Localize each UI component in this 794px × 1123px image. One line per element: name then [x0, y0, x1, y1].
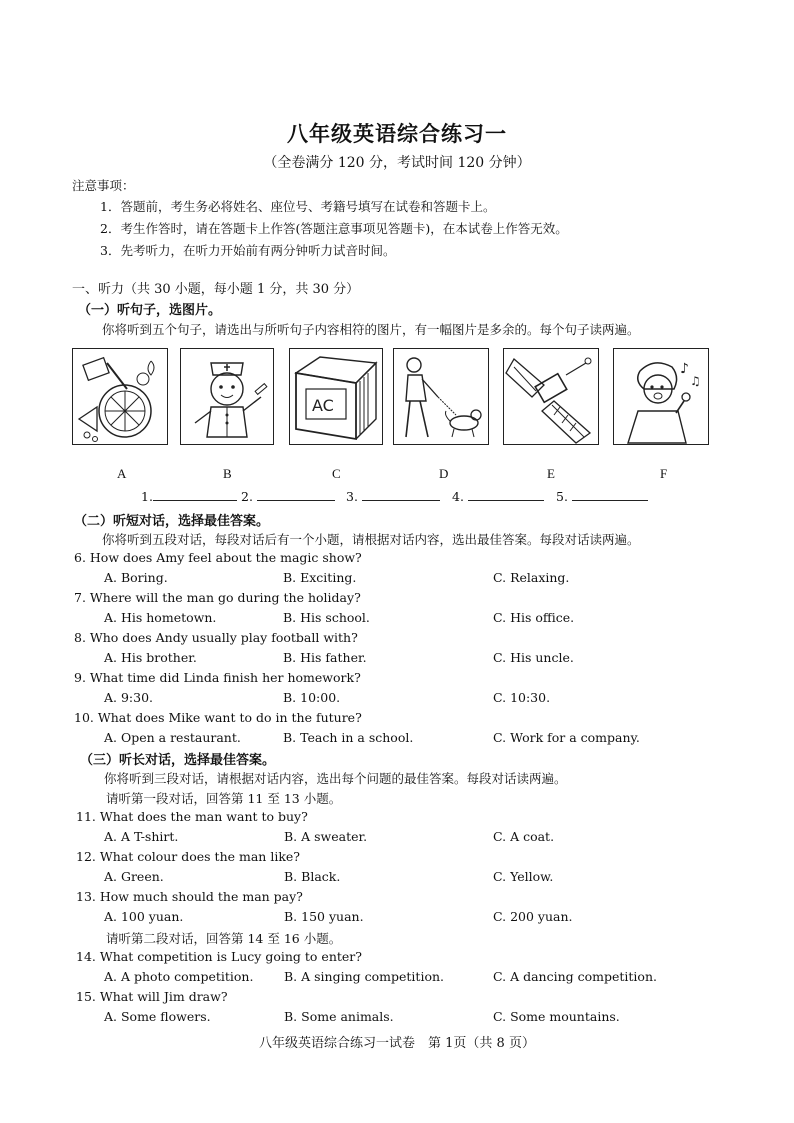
option-b[interactable]: B. Teach in a school. — [283, 730, 414, 745]
picture-e — [503, 348, 599, 445]
question-7: 7. Where will the man go during the holiday? — [74, 590, 361, 605]
question-9: 9. What time did Linda finish her homework? — [74, 670, 361, 685]
picture-letter-e: E — [547, 466, 555, 481]
question-15: 15. What will Jim draw? — [76, 989, 228, 1004]
option-c[interactable]: C. His office. — [493, 610, 575, 625]
option-c[interactable]: C. 10:30. — [493, 690, 551, 705]
part3-heading: （三）听长对话，选择最佳答案。 — [80, 753, 276, 768]
man-walking-dog-icon — [394, 349, 488, 444]
option-c[interactable]: C. Work for a company. — [493, 730, 640, 745]
picture-c — [289, 348, 383, 445]
answer-blank-2[interactable] — [241, 488, 335, 504]
svg-text:♪: ♪ — [680, 361, 689, 377]
book-cover-text: AC — [312, 396, 334, 415]
note-item: 3．先考听力，在听力开始前有两分钟听力试音时间。 — [100, 243, 396, 258]
blank-label: 4. — [452, 489, 464, 504]
blank-label: 5. — [556, 489, 568, 504]
answer-blank-3[interactable] — [346, 488, 440, 504]
option-c[interactable]: C. A dancing competition. — [493, 969, 657, 984]
question-11: 11. What does the man want to buy? — [76, 809, 308, 824]
option-a[interactable]: A. A T-shirt. — [104, 829, 179, 844]
part2-instruction: 你将听到五段对话，每段对话后有一个小题，请根据对话内容，选出最佳答案。每段对话读两遍。 — [102, 532, 640, 547]
option-b[interactable]: B. Black. — [284, 869, 341, 884]
page-title: 八年级英语综合练习一 — [287, 121, 507, 146]
question-8: 8. Who does Andy usually play football with? — [74, 630, 358, 645]
option-a[interactable]: A. Open a restaurant. — [104, 730, 241, 745]
note-item: 2．考生作答时，请在答题卡上作答(答题注意事项见答题卡)，在本试卷上作答无效。 — [100, 221, 568, 236]
option-c[interactable]: C. His uncle. — [493, 650, 574, 665]
section-heading-listening: 一、听力（共 30 小题，每小题 1 分，共 30 分） — [72, 282, 360, 297]
option-c[interactable]: C. Some mountains. — [493, 1009, 620, 1024]
option-a[interactable]: A. 9:30. — [104, 690, 154, 705]
option-b[interactable]: B. His school. — [283, 610, 370, 625]
picture-f — [613, 348, 709, 445]
picture-letter-a: A — [117, 466, 127, 481]
option-c[interactable]: C. Yellow. — [493, 869, 554, 884]
book-icon — [290, 349, 382, 444]
picture-letter-b: B — [223, 466, 232, 481]
option-b[interactable]: B. 10:00. — [283, 690, 341, 705]
blank-label: 3. — [346, 489, 358, 504]
option-b[interactable]: B. Exciting. — [283, 570, 357, 585]
part3-sub-instruction-2: 请听第二段对话，回答第 14 至 16 小题。 — [106, 931, 342, 946]
option-b[interactable]: B. Some animals. — [284, 1009, 394, 1024]
notes-heading: 注意事项： — [72, 178, 135, 193]
blank-label: 2. — [241, 489, 253, 504]
picture-d — [393, 348, 489, 445]
option-a[interactable]: A. 100 yuan. — [104, 909, 184, 924]
question-13: 13. How much should the man pay? — [76, 889, 303, 904]
picture-b — [180, 348, 274, 445]
option-a[interactable]: A. Some flowers. — [104, 1009, 211, 1024]
nurse-icon — [181, 349, 273, 444]
answer-blank-5[interactable] — [556, 488, 648, 504]
part3-sub-instruction-1: 请听第一段对话，回答第 11 至 13 小题。 — [106, 791, 342, 806]
svg-text:♫: ♫ — [690, 374, 701, 388]
option-b[interactable]: B. A singing competition. — [284, 969, 444, 984]
part3-instruction: 你将听到三段对话，请根据对话内容，选出每个问题的最佳答案。每段对话读两遍。 — [104, 771, 567, 786]
picture-letter-f: F — [660, 466, 668, 481]
option-b[interactable]: B. 150 yuan. — [284, 909, 364, 924]
option-a[interactable]: A. Boring. — [104, 570, 168, 585]
satellite-icon — [504, 349, 598, 444]
part1-instruction: 你将听到五个句子，请选出与所听句子内容相符的图片，有一幅图片是多余的。每个句子读两遍。 — [102, 322, 640, 337]
option-c[interactable]: C. 200 yuan. — [493, 909, 573, 924]
part1-heading: （一）听句子，选图片。 — [78, 303, 222, 318]
option-b[interactable]: B. A sweater. — [284, 829, 368, 844]
boy-singing-icon — [614, 349, 708, 444]
option-c[interactable]: C. Relaxing. — [493, 570, 570, 585]
note-item: 1．答题前，考生务必将姓名、座位号、考籍号填写在试卷和答题卡上。 — [100, 199, 496, 214]
option-b[interactable]: B. His father. — [283, 650, 367, 665]
option-a[interactable]: A. His brother. — [104, 650, 197, 665]
answer-blank-1[interactable] — [141, 488, 237, 504]
question-10: 10. What does Mike want to do in the future? — [74, 710, 362, 725]
part2-heading: （二）听短对话，选择最佳答案。 — [74, 514, 270, 529]
option-a[interactable]: A. His hometown. — [104, 610, 217, 625]
option-c[interactable]: C. A coat. — [493, 829, 555, 844]
question-14: 14. What competition is Lucy going to enter? — [76, 949, 362, 964]
picture-letter-d: D — [439, 466, 449, 481]
question-6: 6. How does Amy feel about the magic show? — [74, 550, 362, 565]
blank-label: 1. — [141, 489, 153, 504]
option-a[interactable]: A. A photo competition. — [104, 969, 254, 984]
page-subtitle: （全卷满分 120 分，考试时间 120 分钟） — [263, 155, 531, 171]
picture-letter-c: C — [332, 466, 341, 481]
page-footer: 八年级英语综合练习一试卷 第 1页（共 8 页） — [259, 1036, 535, 1051]
picture-a — [72, 348, 168, 445]
question-12: 12. What colour does the man like? — [76, 849, 301, 864]
food-pizza-icon — [73, 349, 167, 444]
option-a[interactable]: A. Green. — [104, 869, 164, 884]
answer-blank-4[interactable] — [452, 488, 544, 504]
